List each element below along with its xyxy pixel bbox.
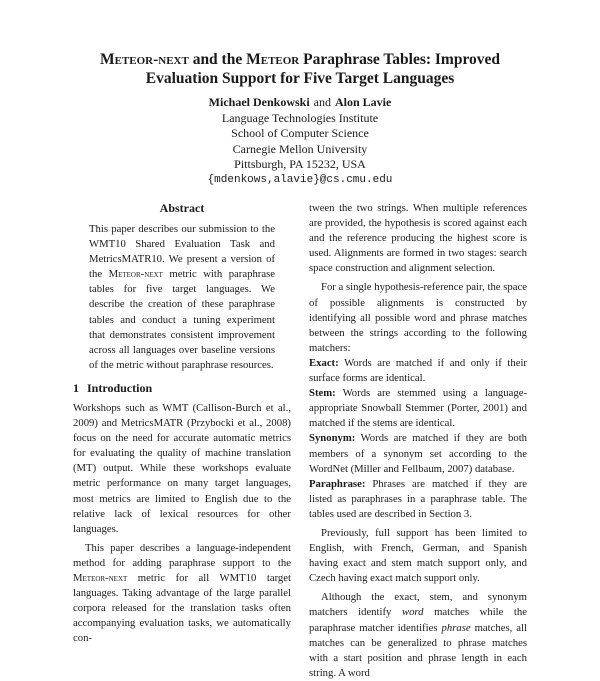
intro-paragraph-1: Workshops such as WMT (Callison-Burch et al., 2009) and MetricsMATR (Przybocki et al., 2008) focus on the need for accurate automatic metrics for evaluating the quality of machine translation (MT) output. While these workshops evaluate metric performance on many target languages, most metrics are limited to English due to the relative lack of lexical resources for other languages. <box>73 401 291 535</box>
matcher-exact: Exact: Words are matched if and only if their surface forms are identical. <box>309 356 527 385</box>
author-block <box>0 95 600 188</box>
title-middle: and the M <box>188 51 261 68</box>
right-paragraph-alignment: For a single hypothesis-reference pair, the space of possible alignments is constructed by identifying all possible word and phrase matches between the strings according to the following matchers: <box>309 281 527 354</box>
author-names <box>0 95 600 111</box>
right-column <box>309 201 527 681</box>
paper-title <box>60 50 540 88</box>
right-paragraph-continued: tween the two strings. When multiple references are provided, the hypothesis is scored against each and the reference producing the highest score is used. Alignments are formed in two stages: search space construction and alignment selection. <box>309 202 527 275</box>
title-line-2: Evaluation Support for Five Target Languages <box>145 70 455 87</box>
right-paragraph-although: Although the exact, stem, and synonym matchers identify word matches while the paraphrase matcher identifies phrase matches, all matches can be generalized to phrase matches with a start position and phrase length in each string. A word <box>309 591 527 679</box>
matcher-label: Stem: <box>309 387 336 400</box>
matcher-label: Synonym: <box>309 432 356 445</box>
section-number: 1 <box>73 380 79 395</box>
abstract-heading: Abstract <box>159 201 205 215</box>
author-email: {mdenkows,alavie}@cs.cmu.edu <box>207 173 393 186</box>
matcher-stem: Stem: Words are stemmed using a language-appropriate Snowball Stemmer (Porter, 2001) and matched if the stems are identical. <box>309 387 527 430</box>
affiliation-line-1: Language Technologies Institute <box>221 110 379 125</box>
author-1: Michael Denkowski <box>208 95 310 109</box>
left-column <box>73 201 291 646</box>
matcher-label: Paraphrase: <box>309 477 366 490</box>
title-metric-name-2: eteor <box>260 51 300 68</box>
section-title: Introduction <box>87 380 153 395</box>
title-prefix: M <box>99 51 115 68</box>
matcher-paraphrase: Paraphrase: Phrases are matched if they are listed as paraphrases in a paraphrase table. The tables used are described in Section 3. <box>309 477 527 520</box>
affiliation-line-3: Carnegie Mellon University <box>232 141 368 156</box>
matcher-label: Exact: <box>309 356 339 369</box>
right-paragraph-previously: Previously, full support has been limited to English, with French, German, and Spanish having exact and stem match support only, and Czech having exact match support only. <box>309 526 527 585</box>
matcher-synonym: Synonym: Words are matched if they are both members of a synonym set according to the WordNet (Miller and Fellbaum, 2007) database. <box>309 432 528 475</box>
author-and: and <box>313 95 331 109</box>
author-2: Alon Lavie <box>335 95 392 109</box>
title-metric-name: eteor-next <box>114 51 189 68</box>
intro-paragraph-2: This paper describes a language-independent method for adding paraphrase support to the Meteor-next metric for all WMT10 target languages. Taking advantage of the large parallel corpora released for the translation tasks often accompanying evaluation tasks, we automatically con- <box>73 541 291 645</box>
section-heading-introduction <box>73 381 291 396</box>
affiliation-line-4: Pittsburgh, PA 15232, USA <box>234 157 366 171</box>
title-suffix: Paraphrase Tables: Improved <box>299 51 501 68</box>
affiliation-line-2: School of Computer Science <box>231 126 369 140</box>
abstract-text: This paper describes our submission to the WMT10 Shared Evaluation Task and MetricsMATR10. We present a version of the Meteor-next metric with paraphrase tables for five target languages. We describe the creation of these paraphrase tables and conduct a tuning experiment that demonstrates consistent improvement across all languages over baseline versions of the metric without paraphrase resources. <box>89 223 275 371</box>
